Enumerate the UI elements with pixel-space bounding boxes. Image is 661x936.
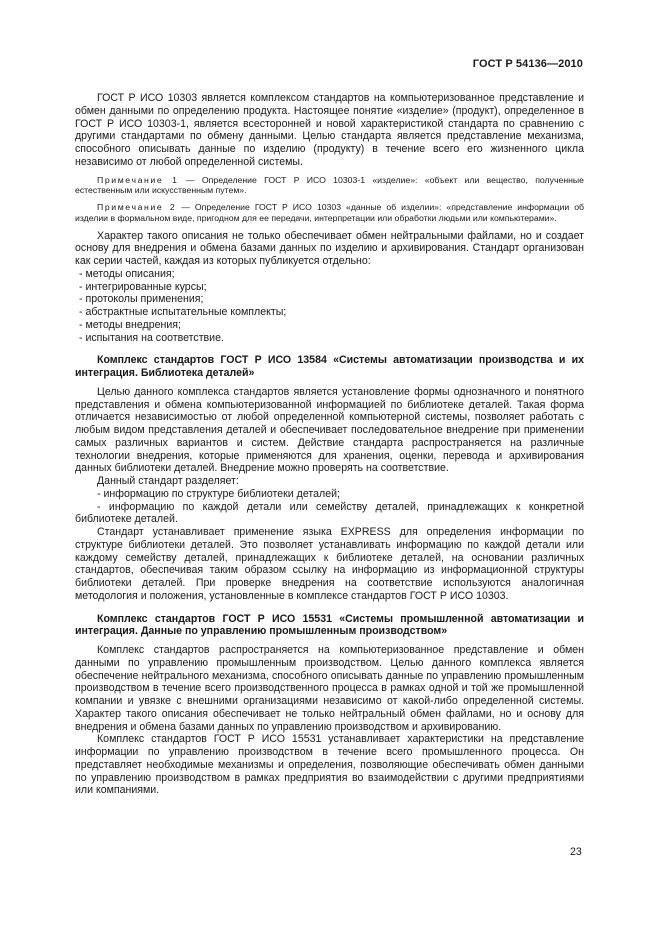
list-item: - методы описания; [79,267,175,280]
note-1-label: Примечание 1 [97,174,179,185]
standard-parts-list [75,268,584,345]
note-1-text: — Определение ГОСТ Р ИСО 10303-1 «изделие»: «объект или вещество, полученные естественным или искусственным путем». [75,174,584,196]
paragraph-13584-express: Стандарт устанавливает применение языка EXPRESS для определения информации по структуре библиотеки деталей. Это позволяет устанавливать информацию по каждой детали или каждому семейству деталей, принадлежащих к библиотеке деталей, на основании различных стандартов, обеспечивая таким образом ссылку на информацию из информационной структуры библиотеки деталей. При проверке внедрения на соответствие используются аналогичная методология и положения, установленные в комплексе стандартов ГОСТ Р ИСО 10303. [75,526,584,602]
note-2 [75,202,584,224]
list-item: - интегрированные курсы; [79,280,207,293]
paragraph-13584-goal: Целью данного комплекса стандартов является установление формы однозначного и понятного представления и обмена компьютеризованной информацией по библиотеке деталей. Такая форма отличается независимостью от любой определенной компьютерной системы, позволяет работать с любым видом представления деталей и обеспечивает последовательное внедрение при применении самых различных вариантов и систем. Действие стандарта распространяется на различные технологии внедрения, которые применяются для хранения, оценки, перевода и архивирования данных библиотеки деталей. Внедрение можно проверять на соответствие. [75,385,584,475]
list-item: - абстрактные испытательные комплекты; [79,306,287,319]
list-item: - методы внедрения; [79,318,181,331]
note-1 [75,175,584,197]
list-item: - информацию по каждой детали или семейству деталей, принадлежащих к конкретной библиотеке деталей. [75,500,584,526]
list-item: - информацию по структуре библиотеки деталей; [97,487,340,500]
paragraph-15531-characteristics: Комплекс стандартов ГОСТ Р ИСО 15531 устанавливает характеристики на представление информации по управлению производством в течение всего промышленного процесса. Он представляет необходимые механизмы и определения, позволяющие обеспечивать обмен данными по управлению производством в рамках предприятия во взаимодействии с другими предприятиями или компаниями. [75,733,584,797]
paragraph-13584-divides: Данный стандарт разделяет: [97,475,239,488]
paragraph-description-character: Характер такого описания не только обеспечивает обмен нейтральными файлами, но и создает основу для внедрения и обмена базами данных по изделию и архивирования. Стандарт организован как серии частей, каждая из которых публикуется отдельно: [75,229,584,268]
paragraph-gost-10303-intro: ГОСТ Р ИСО 10303 является комплексом стандартов на компьютеризованное представление и обмен данными по определению продукта. Настоящее понятие «изделие» (продукт), определенное в ГОСТ Р ИСО 10303-1, является всесторонней и новой характеристикой стандарта по сравнению с другими стандартами по обмену данными. Целью стандарта является представление механизма, способного описывать данные по изделию (продукту) в течение всего его жизненного цикла независимо от любой определенной системы. [75,92,584,168]
paragraph-15531-scope: Комплекс стандартов распространяется на компьютеризованное представление и обмен данными по управлению промышленным производством. Целью данного комплекса является обеспечение нейтрального механизма, способного описывать данные по управлению промышленным производством в течение всего производственного процесса в рамках одной и той же промышленной компании и увязке с внешними организациями независимо от какой-либо определенной системы. Характер такого описания обеспечивает не только нейтральный обмен файлами, но и основу для внедрения и обмена базами данных по управлению производством и архивированию. [75,644,584,733]
page-number: 23 [570,846,582,858]
document-body [75,92,584,797]
section-heading-15531: Комплекс стандартов ГОСТ Р ИСО 15531 «Системы промышленной автоматизации и интеграция. Данные по управлению промышленным производством» [75,612,584,638]
list-item: - испытания на соответствие. [79,331,224,344]
document-id-header: ГОСТ Р 54136—2010 [472,58,583,70]
note-2-label: Примечание 2 [97,202,177,213]
section-heading-13584: Комплекс стандартов ГОСТ Р ИСО 13584 «Системы автоматизации производства и их интеграция. Библиотека деталей» [75,354,584,380]
list-item: - протоколы применения; [79,293,204,306]
note-2-text: — Определение ГОСТ Р ИСО 10303 «данные об изделии»: «представление информации об изделии в формальном виде, пригодном для ее передачи, интерпретации или обработки людьми или компьютерами». [75,202,585,223]
